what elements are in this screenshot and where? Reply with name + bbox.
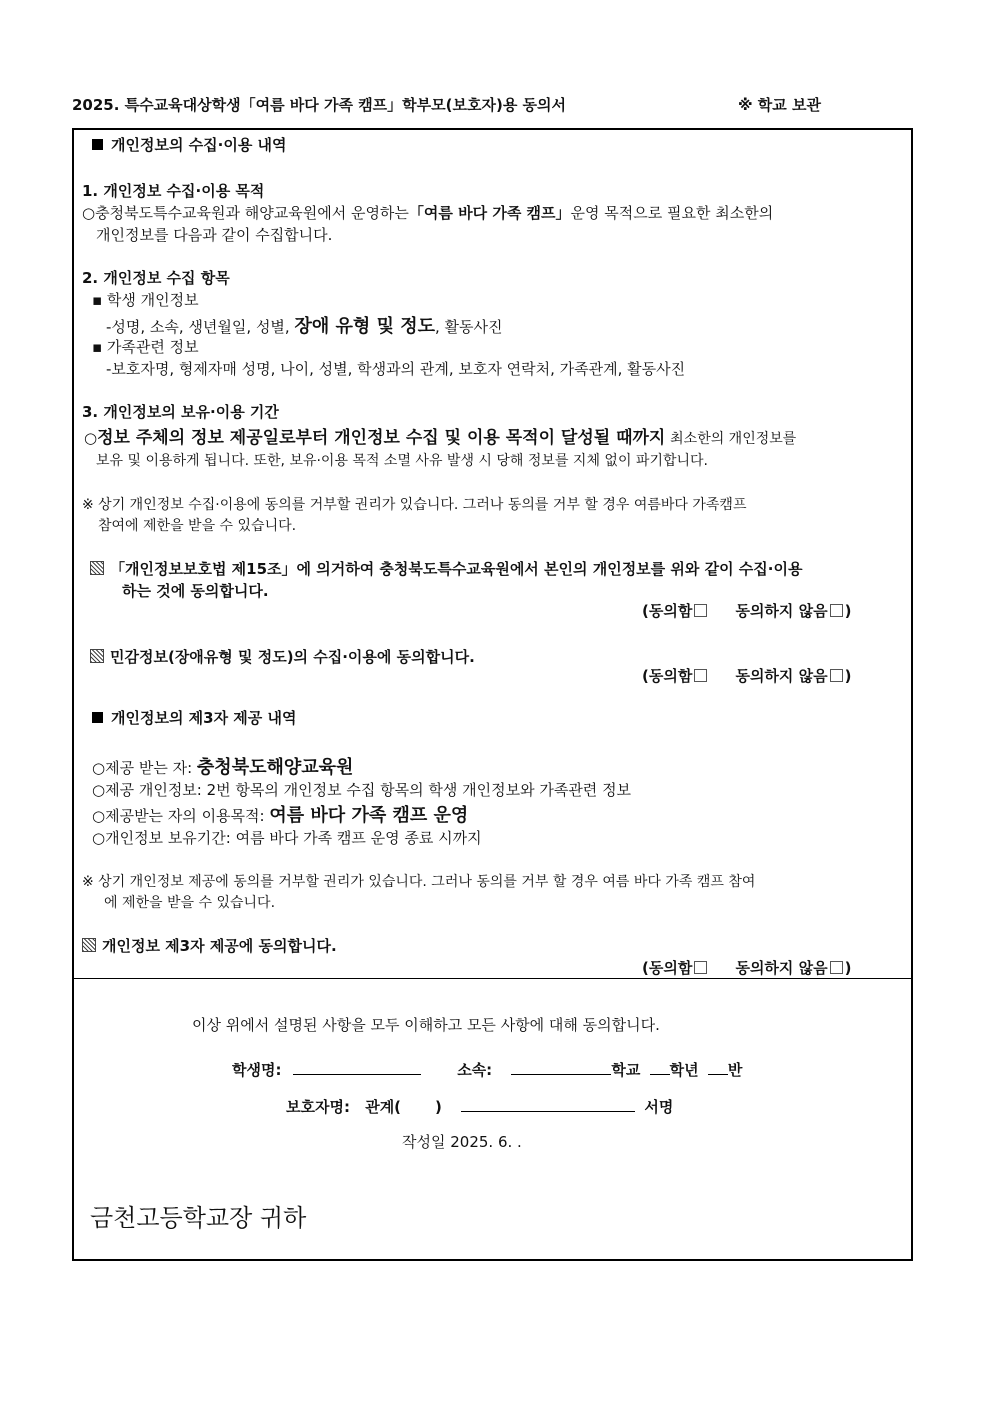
consent1-choice: (동의함 동의하지 않음 ) xyxy=(642,602,852,620)
items-title: 2. 개인정보 수집 항목 xyxy=(82,269,230,287)
student-name-field[interactable] xyxy=(293,1060,421,1075)
class-field[interactable] xyxy=(708,1060,728,1075)
retention-line2: 보유 및 이용하게 됩니다. 또한, 보유·이용 목적 소멸 사유 발생 시 당해 정보를 지체 없이 파기합니다. xyxy=(96,453,708,469)
storage-note: ※ 학교 보관 xyxy=(738,96,821,114)
guardian-signature-row: 보호자명: 관계( ) 서명 xyxy=(286,1098,674,1116)
family-info-items: -보호자명, 형제자매 성명, 나이, 성별, 학생과의 관계, 보호자 연락처, 가족관계, 활동사진 xyxy=(106,360,686,378)
consent2-agree-checkbox[interactable] xyxy=(694,669,707,682)
recipient-line: ○제공 받는 자: 충청북도해양교육원 xyxy=(92,757,354,778)
consent1-agree-checkbox[interactable] xyxy=(694,604,707,617)
purpose-title: 1. 개인정보 수집·이용 목적 xyxy=(82,182,265,200)
consent3-line: 개인정보 제3자 제공에 동의합니다. xyxy=(82,935,337,956)
black-square-icon xyxy=(92,139,103,150)
form-divider xyxy=(72,978,913,979)
notice1-line2: 참여에 제한을 받을 수 있습니다. xyxy=(98,518,297,534)
date-line: 작성일 2025. 6. . xyxy=(402,1133,522,1151)
consent2-line: 민감정보(장애유형 및 정도)의 수집·이용에 동의합니다. xyxy=(90,646,475,667)
retention-line1: ○정보 주체의 정보 제공일로부터 개인정보 수집 및 이용 목적이 달성될 때까지 최소한의 개인정보를 xyxy=(84,428,797,448)
notice1-line1: ※ 상기 개인정보 수집·이용에 동의를 거부할 권리가 있습니다. 그러나 동의를 거부 할 경우 여름바다 가족캠프 xyxy=(82,497,747,513)
purpose-line1: ○충청북도특수교육원과 해양교육원에서 운영하는「여름 바다 가족 캠프」운영 목적으로 필요한 최소한의 xyxy=(82,204,774,222)
consent1-line2: 하는 것에 동의합니다. xyxy=(122,582,269,600)
provided-info-line: ○제공 개인정보: 2번 항목의 개인정보 수집 항목의 학생 개인정보와 가족관련 정보 xyxy=(92,781,632,799)
consent2-disagree-checkbox[interactable] xyxy=(830,669,843,682)
school-field[interactable] xyxy=(511,1060,611,1075)
notice2-line2: 에 제한을 받을 수 있습니다. xyxy=(104,895,276,911)
family-info-label: ▪ 가족관련 정보 xyxy=(92,338,199,356)
retention-title: 3. 개인정보의 보유·이용 기간 xyxy=(82,403,279,421)
recipient-purpose-line: ○제공받는 자의 이용목적: 여름 바다 가족 캠프 운영 xyxy=(92,805,469,826)
section2-heading: 개인정보의 제3자 제공 내역 xyxy=(92,707,297,728)
student-signature-row: 학생명: 소속: 학교 학년 반 xyxy=(232,1061,743,1079)
consent1-disagree-checkbox[interactable] xyxy=(830,604,843,617)
student-info-items: -성명, 소속, 생년월일, 성별, 장애 유형 및 정도, 활동사진 xyxy=(106,316,503,337)
consent3-disagree-checkbox[interactable] xyxy=(830,961,843,974)
grade-field[interactable] xyxy=(650,1060,670,1075)
consent1-line1: 「개인정보보호법 제15조」에 의거하여 충청북도특수교육원에서 본인의 개인정보를 위와 같이 수집·이용 xyxy=(90,558,802,579)
hatched-box-icon xyxy=(82,938,96,952)
purpose-line2: 개인정보를 다음과 같이 수집합니다. xyxy=(96,226,333,244)
consent3-agree-checkbox[interactable] xyxy=(694,961,707,974)
document-title: 2025. 특수교육대상학생「여름 바다 가족 캠프」학부모(보호자)용 동의서 xyxy=(72,96,567,114)
hatched-box-icon xyxy=(90,649,104,663)
student-info-label: ▪ 학생 개인정보 xyxy=(92,291,199,309)
hatched-box-icon xyxy=(90,561,104,575)
addressee: 금천고등학교장 귀하 xyxy=(90,1204,307,1232)
agreement-statement: 이상 위에서 설명된 사항을 모두 이해하고 모든 사항에 대해 동의합니다. xyxy=(192,1016,660,1034)
guardian-name-field[interactable] xyxy=(461,1097,635,1112)
retention-period-line: ○개인정보 보유기간: 여름 바다 가족 캠프 운영 종료 시까지 xyxy=(92,829,482,847)
consent3-choice: (동의함 동의하지 않음 ) xyxy=(642,959,852,977)
section1-heading: 개인정보의 수집·이용 내역 xyxy=(92,134,287,155)
notice2-line1: ※ 상기 개인정보 제공에 동의를 거부할 권리가 있습니다. 그러나 동의를 거부 할 경우 여름 바다 가족 캠프 참여 xyxy=(82,874,756,890)
black-square-icon xyxy=(92,712,103,723)
consent2-choice: (동의함 동의하지 않음 ) xyxy=(642,667,852,685)
